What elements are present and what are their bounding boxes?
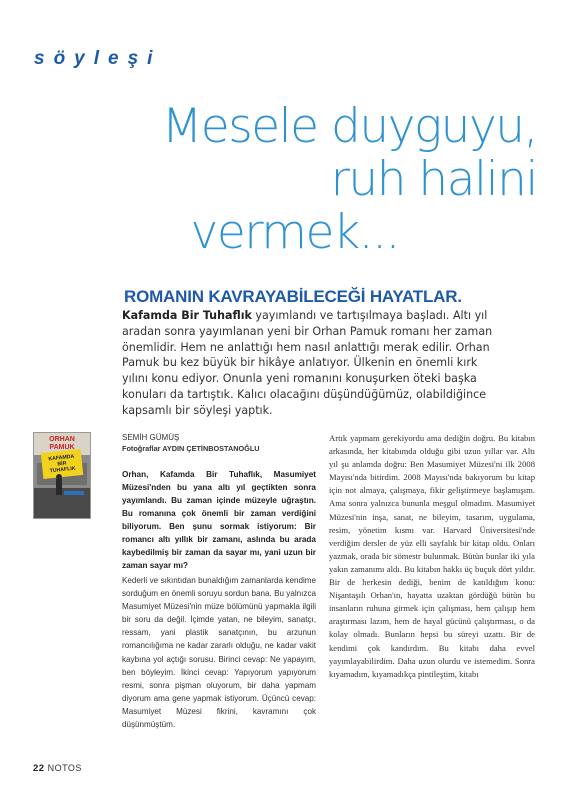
book-cover-art xyxy=(34,433,90,518)
column-three-text: Artık yapmam gerekiyordu ama dediğin doğru. Bu kitabın arkasında, her kitabımda olduğu gibi uzun yıllar var. Altı yıl şu anlamda doğru: Ben Masumiyet Müzesi'ni ilk 2008 Mayısı'nda bitirdim. 2008 Mayısı'nda bakıyorum bu kitap için not almaya, çalışmaya, fikir geliştirmeye başlamışım. Ama sonra yalnızca bununla meşgul olmadım. Masumiyet Müzesi'nin inşa, sanat, ne bileyim, tasarım, uygulama, resim, yönetim kısmı var. Harvard Üniversitesi'nde verdiğim dersler de yüz elli sayfalık bir kitap oldu. Onları yazmak, orada bir sömestr bulunmak. Bütün bunlar iki yıla yakın zamanımı aldı. Bu kitabın hakkı üç buçuk dört yıldır. Bir de herkesin dediği, benim de katıldığım konu: Nişantaşılı Orhan'ın, hayatta uzaktan gördüğü bütün bu insanların ruhuna girmek için çalışması, hem çalışıp hem araştırması lazım, hem de hayal gücünü çalıştırması, o da kolay olmadı. Bunların hepsi bu süreyi uzattı. Bir de kendimi çok kandırdım. Bu kitabı daha evvel yayımlayabilirdim. Daha uzun olurdu ve istemedim. Sonra kıyamadım, kıyamadıkça pintileştim, kitabı xyxy=(329,433,535,679)
book-cover-image xyxy=(33,432,91,519)
headline xyxy=(0,100,537,259)
section-label: söyleşi xyxy=(34,48,162,69)
headline-line-2: ruh halini xyxy=(330,152,537,207)
interview-answer: Kederli ve sıkıntıdan bunaldığım zamanlarda kendime sorduğum en önemli soruyu sordun bana. Bu yalnızca Masumiyet Müzesi'nin müze bölümünü yapmakla ilgili bir soru da değil. İçimde yatan, ne bileyim, sanatçı, ressam, yani plastik sanatçının, bu arzunun romancılığıma ne kadar zararlı olduğu, ne kadar vakit kaybına yol açtığı sorusu. Birinci cevap: Ne yapayım, ben böyleyim. İkinci cevap: Yapıyorum yapıyorum resmi, sonra pişman oluyorum, bir daha yapmam diyorum ama gene yapmak istiyorum. Üçüncü cevap: Masumiyet Müzesi fikrini, kavramını çok düşünmüştüm. xyxy=(122,576,316,730)
intro-lead: Kafamda Bir Tuhaflık xyxy=(122,309,252,322)
headline-line-1: Mesele duyguyu, xyxy=(161,99,537,154)
cover-title-line-3: TUHAFLIK xyxy=(49,465,76,475)
cover-author-line-2: PAMUK xyxy=(49,444,75,451)
headline-line-3: vermek... xyxy=(190,205,399,260)
intro-paragraph xyxy=(122,308,504,419)
column-three xyxy=(329,432,535,681)
byline-author: SEMİH GÜMÜŞ xyxy=(122,433,180,442)
cover-title-line-1: KAFAMDA xyxy=(48,453,75,463)
subhead: ROMANIN KAVRAYABİLECEĞİ HAYATLAR. xyxy=(124,287,462,306)
interview-question: Orhan, Kafamda Bir Tuhaflık, Masumiyet Müzesi'nden bu yana altı yıl geçtikten sonra yayımlandı. Bu zaman içinde müzeyle uğraştın. Bu romanına çok önemli bir zaman verdiğini biliyorum. Ben şunu sormak istiyorum: Bir romancı altı yıllık bir zamanı, aslında bu arada kaybedilmiş bir zaman da sayar mı, yani uzun bir zaman sayar mı? xyxy=(122,470,316,570)
cover-title-line-2: BİR xyxy=(57,460,67,468)
cover-author-line-1: ORHAN xyxy=(49,436,75,443)
column-two xyxy=(122,432,316,731)
magazine-name: NOTOS xyxy=(47,763,82,773)
photo-credit: Fotoğraflar AYDIN ÇETİNBOSTANOĞLU xyxy=(122,444,260,453)
page-footer xyxy=(33,763,82,774)
page-number: 22 xyxy=(33,763,45,774)
intro-text: yayımlandı ve tartışılmaya başladı. Altı yıl aradan sonra yayımlanan yeni bir Orhan Pamuk romanı her zaman önemlidir. Hem ne anlattığı hem nasıl anlattığı merak edilir. Orhan Pamuk bu kez büyük bir hikâye anlatıyor. Ülkenin en önemli kırk yılını konu ediyor. Onunla yeni romanını konuşurken öteki başka konuları da tartıştık. Kalıcı olacağını düşündüğümüz, olabildiğince kapsamlı bir söyleşi yaptık. xyxy=(122,309,493,417)
